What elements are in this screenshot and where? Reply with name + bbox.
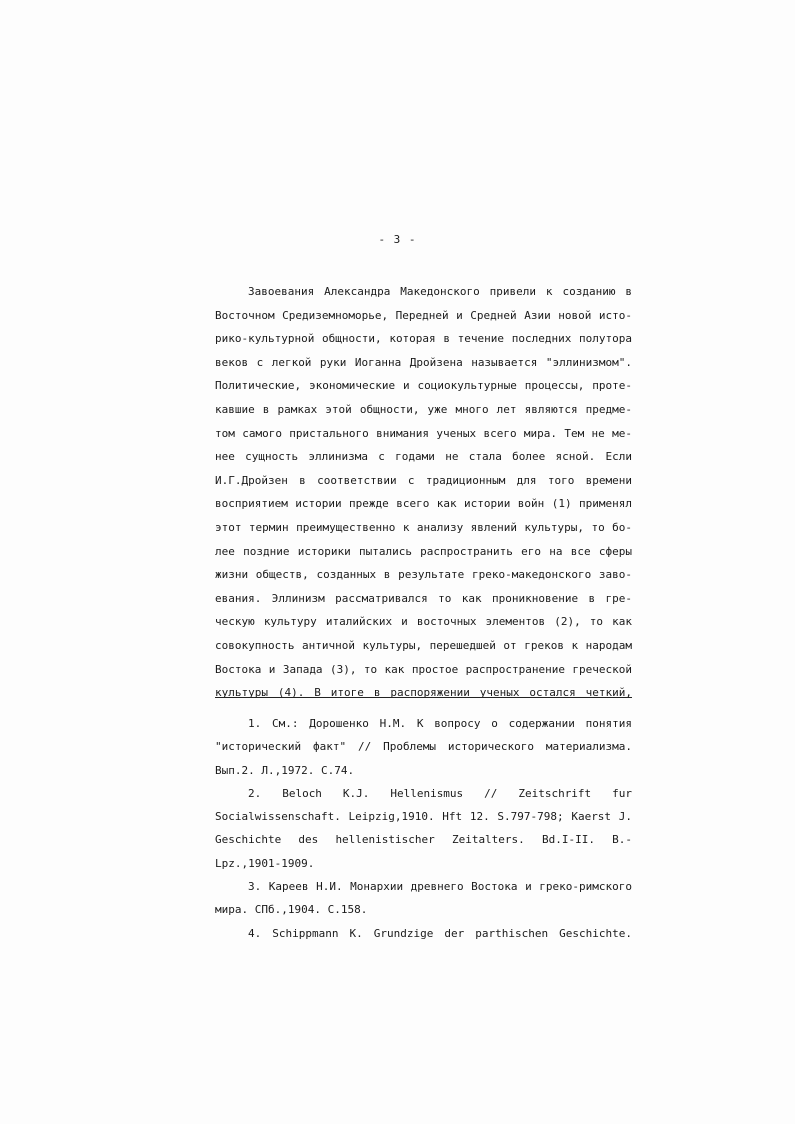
footnote-line: 3. Кареев Н.И. Монархии древнего Востока и греко-римского <box>248 880 632 894</box>
text-line: Политические, экономические и социокультурные процессы, проте- <box>215 379 632 393</box>
footnote-line: "исторический факт" // Проблемы исторического материализма. <box>215 740 632 754</box>
footnote-3 <box>215 875 632 922</box>
text-line: Восточном Средиземноморье, Передней и Средней Азии новой исто- <box>215 308 632 322</box>
text-line: веков с легкой руки Иоганна Дройзена называется "эллинизмом". <box>215 355 632 369</box>
footnote-1 <box>215 712 632 782</box>
text-line: евания. Эллинизм рассматривался то как проникновение в гре- <box>215 591 632 605</box>
footnote-line: 2. Beloch K.J. Hellenismus // Zeitschrift fur <box>248 786 632 800</box>
footnote-2 <box>215 782 632 875</box>
footnotes <box>215 712 632 945</box>
footnote-line: 4. Schippmann K. Grundzige der parthischen Geschichte. <box>248 926 632 940</box>
text-line: культуры (4). В итоге в распоряжении ученых остался четкий, <box>215 686 632 700</box>
text-line: И.Г.Дройзен в соответствии с традиционным для того времени <box>215 473 632 487</box>
footnote-line: 1. См.: Дорошенко Н.М. К вопросу о содержании понятия <box>248 717 632 730</box>
footnote-line: мира. СПб.,1904. С.158. <box>215 903 368 917</box>
text-line: ческую культуру италийских и восточных элементов (2), то как <box>215 615 632 629</box>
text-line: кавшие в рамках этой общности, уже много лет являются предме- <box>215 402 632 416</box>
text-line: Завоевания Александра Македонского привели к созданию в <box>248 285 632 298</box>
text-line: нее сущность эллинизма с годами не стала более ясной. Если <box>215 450 632 464</box>
text-line: этот термин преимущественно к анализу явлений культуры, то бо- <box>215 520 632 534</box>
text-line: совокупность античной культуры, перешедшей от греков к народам <box>215 638 632 652</box>
footnote-line: Geschichte des hellenistischer Zeitalters. Bd.I-II. B.- <box>215 833 632 847</box>
text-line: том самого пристального внимания ученых всего мира. Тем не ме- <box>215 426 632 440</box>
footnote-line: Вып.2. Л.,1972. С.74. <box>215 763 355 777</box>
footnote-line: Socialwissenschaft. Leipzig,1910. Hft 12. S.797-798; Kaerst J. <box>215 810 632 824</box>
text-line: лее поздние историки пытались распространить его на все сферы <box>215 544 632 558</box>
footnote-4 <box>215 922 632 945</box>
footnote-divider <box>215 697 632 698</box>
text-line: жизни обществ, созданных в результате греко-македонского заво- <box>215 568 632 582</box>
main-text <box>215 280 632 705</box>
footnote-line: Lpz.,1901-1909. <box>215 856 315 870</box>
page-number: - 3 - <box>378 233 417 246</box>
text-line: рико-культурной общности, которая в течение последних полутора <box>215 332 632 346</box>
text-line: восприятием истории прежде всего как истории войн (1) применял <box>215 497 632 511</box>
text-line: Востока и Запада (3), то как простое распространение греческой <box>215 662 632 676</box>
